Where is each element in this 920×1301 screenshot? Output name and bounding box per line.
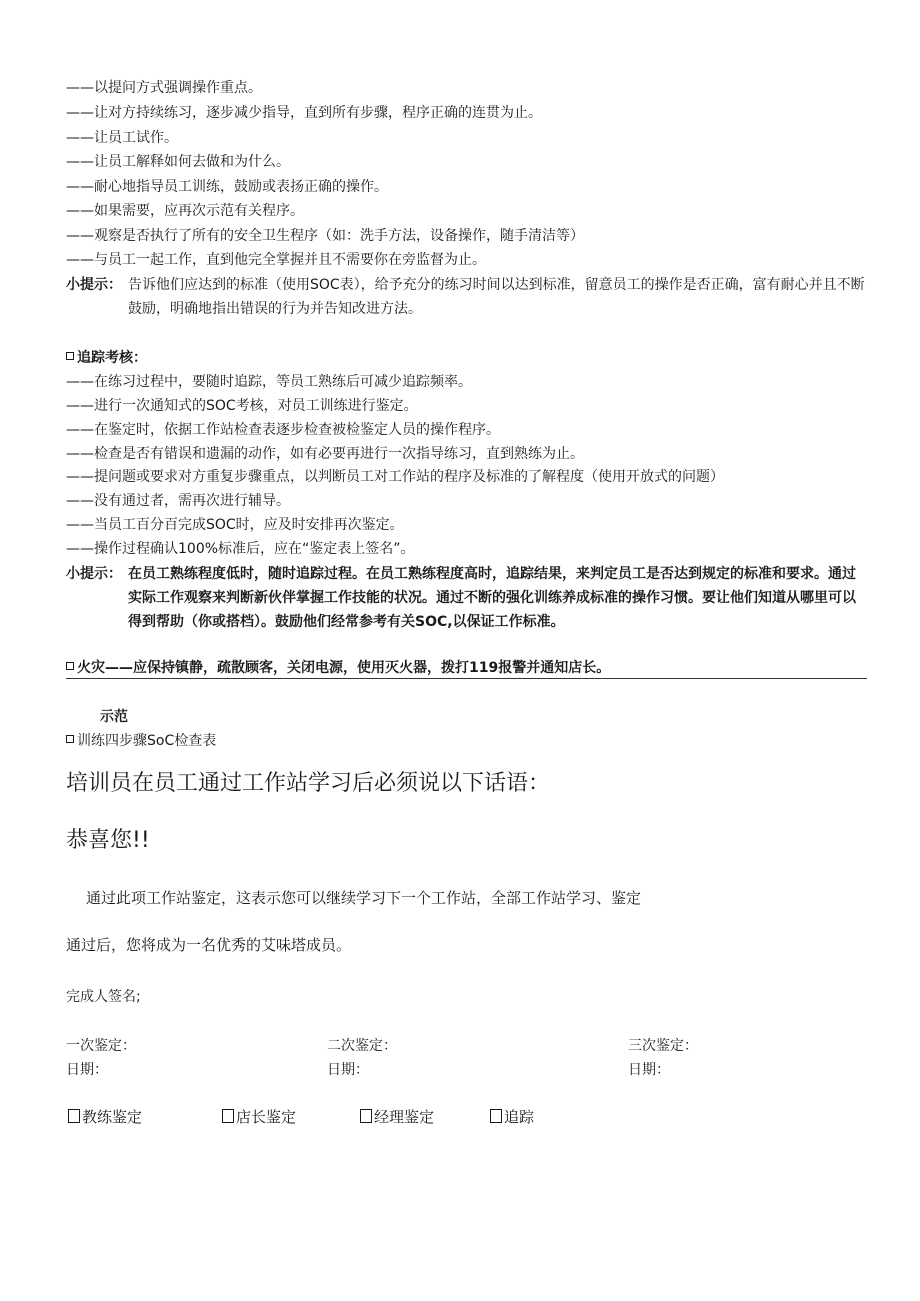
passage-line: 通过此项工作站鉴定，这表示您可以继续学习下一个工作站，全部工作站学习、鉴定: [86, 889, 642, 907]
tracking-line: ——提问题或要求对方重复步骤重点，以判断员工对工作站的程序及标准的了解程度（使用开放式的问题）: [66, 469, 724, 485]
step-line: ——耐心地指导员工训练，鼓励或表扬正确的操作。: [66, 179, 388, 195]
signature-label: 完成人签名;: [66, 989, 141, 1005]
step-line: ——观察是否执行了所有的安全卫生程序（如：洗手方法，设备操作，随手清洁等）: [66, 228, 584, 244]
checkbox-label: 经理鉴定: [374, 1108, 435, 1126]
tip-label: 小提示：: [66, 566, 122, 582]
manager-store-evaluation-checkbox[interactable]: [222, 1107, 296, 1127]
tracking-line: ——在练习过程中，要随时追踪，等员工熟练后可减少追踪频率。: [66, 374, 472, 390]
tip-text: 告诉他们应达到的标准（使用SOC表），给予充分的练习时间以达到标准，留意员工的操作是否正确，富有耐心并且不断鼓励，明确地指出错误的行为并告知改进方法。: [128, 277, 865, 317]
tip-label: 小提示：: [66, 277, 122, 293]
checkbox-icon: [68, 1109, 80, 1123]
evaluation-label: 一次鉴定：: [66, 1038, 136, 1054]
manager-evaluation-checkbox[interactable]: [360, 1107, 434, 1127]
step-line: ——以提问方式强调操作重点。: [66, 80, 262, 96]
tracking-line: ——检查是否有错误和遗漏的动作，如有必要再进行一次指导练习，直到熟练为止。: [66, 446, 584, 462]
checkbox-icon: [222, 1109, 234, 1123]
evaluation-label: 二次鉴定：: [327, 1038, 397, 1054]
checkbox-icon: [66, 352, 74, 360]
step-line: ——让员工解释如何去做和为什么。: [66, 154, 290, 170]
fire-note: 火灾——应保持镇静，疏散顾客，关闭电源，使用灭火器，拨打119报警并通知店长。: [66, 658, 610, 678]
trainer-statement: 培训员在员工通过工作站学习后必须说以下话语：: [66, 771, 551, 796]
tracking-line: ——没有通过者，需再次进行辅导。: [66, 493, 290, 509]
checkbox-icon: [66, 735, 74, 743]
tracking-heading: 追踪考核：: [66, 348, 147, 368]
tracking-line: ——操作过程确认100%标准后，应在“鉴定表上签名”。: [66, 541, 415, 557]
demo-title: 示范: [100, 709, 128, 725]
checklist-title: 训练四步骤SoC检查表: [66, 731, 216, 751]
coach-evaluation-checkbox[interactable]: [68, 1107, 142, 1127]
checkbox-icon: [490, 1109, 502, 1123]
tracking-line: ——当员工百分百完成SOC时，应及时安排再次鉴定。: [66, 517, 404, 533]
congrats-heading: 恭喜您!!: [66, 828, 150, 853]
step-line: ——让员工试作。: [66, 130, 178, 146]
checkbox-icon: [360, 1109, 372, 1123]
step-line: ——如果需要，应再次示范有关程序。: [66, 203, 304, 219]
step-line: ——与员工一起工作，直到他完全掌握并且不需要你在旁监督为止。: [66, 252, 486, 268]
passage-line: 通过后，您将成为一名优秀的艾味塔成员。: [66, 936, 352, 954]
step-line: ——让对方持续练习，逐步减少指导，直到所有步骤，程序正确的连贯为止。: [66, 105, 542, 121]
tracking-checkbox[interactable]: [490, 1107, 534, 1127]
checkbox-label: 追踪: [504, 1108, 535, 1126]
checkbox-label: 店长鉴定: [236, 1108, 297, 1126]
checkbox-icon: [66, 662, 74, 670]
evaluation-label: 三次鉴定：: [628, 1038, 698, 1054]
divider: [66, 678, 867, 679]
date-label: 日期：: [327, 1062, 369, 1078]
tracking-line: ——进行一次通知式的SOC考核，对员工训练进行鉴定。: [66, 398, 418, 414]
date-label: 日期：: [66, 1062, 108, 1078]
tracking-line: ——在鉴定时，依据工作站检查表逐步检查被检鉴定人员的操作程序。: [66, 422, 500, 438]
tip-text: 在员工熟练程度低时，随时追踪过程。在员工熟练程度高时，追踪结果，来判定员工是否达到规定的标准和要求。通过实际工作观察来判断新伙伴掌握工作技能的状况。通过不断的强化训练养成标准的操作习惯。要让他们知道从哪里可以得到帮助（你或搭档）。鼓励他们经常参考有关SOC,以保证工作标准。: [128, 566, 856, 630]
checkbox-label: 教练鉴定: [82, 1108, 143, 1126]
date-label: 日期：: [628, 1062, 670, 1078]
